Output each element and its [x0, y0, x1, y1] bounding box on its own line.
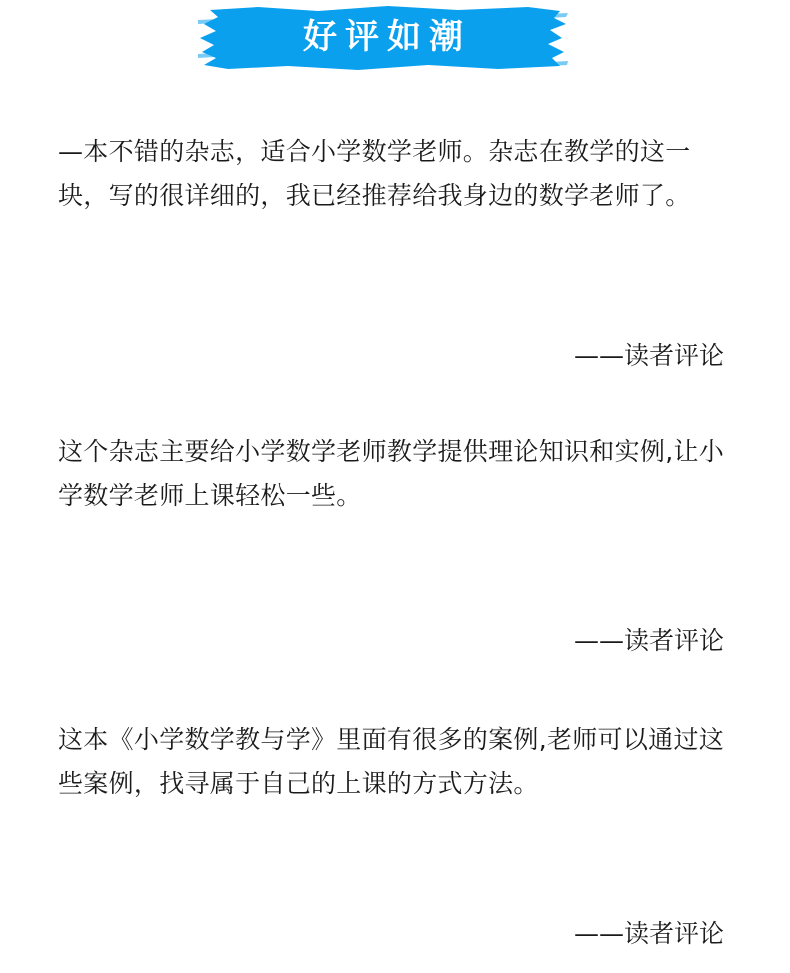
- review-source: ——读者评论: [573, 626, 724, 655]
- section-banner: [198, 2, 568, 74]
- review-text: —本不错的杂志，适合小学数学老师。杂志在教学的这一块，写的很详细的，我已经推荐给我身边的数学老师了。: [58, 137, 691, 210]
- review-source: ——读者评论: [573, 341, 724, 370]
- review-text: 这个杂志主要给小学数学老师教学提供理论知识和实例,让小学数学老师上课轻松一些。: [58, 437, 725, 510]
- banner-title: 好评如潮: [303, 17, 471, 57]
- review-source: ——读者评论: [573, 919, 724, 948]
- review-text: 这本《小学数学教与学》里面有很多的案例,老师可以通过这些案例，找寻属于自己的上课的方式方法。: [58, 725, 725, 798]
